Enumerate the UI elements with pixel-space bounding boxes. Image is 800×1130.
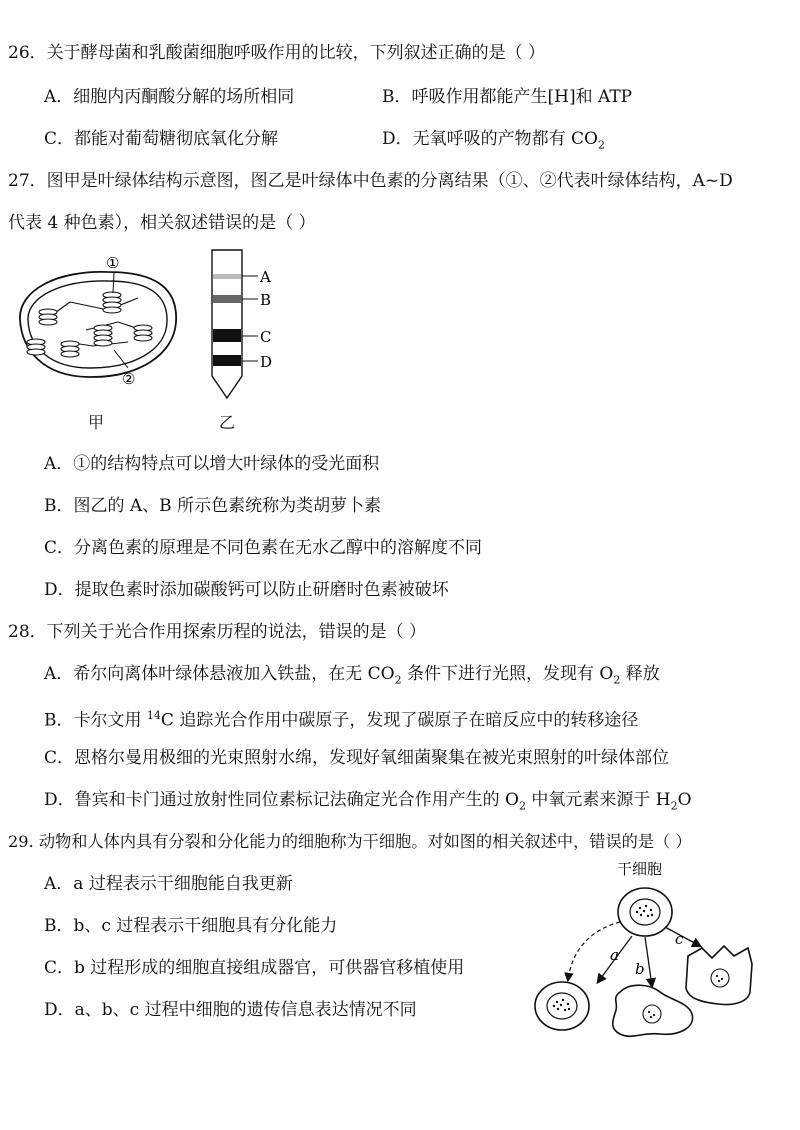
stem-cell-title: 干细胞 [617, 860, 663, 878]
figure-yi-caption: 乙 [219, 413, 236, 432]
q28-option-a-text2: 条件下进行光照，发现有 O [401, 664, 614, 684]
q28-option-b-sup: 14 [146, 709, 161, 722]
q28-option-d-text2: 中氧元素来源于 H [525, 790, 671, 810]
q29-option-d: D．a、b、c 过程中细胞的遗传信息表达情况不同 [44, 1000, 417, 1020]
q27-option-d: D．提取色素时添加碳酸钙可以防止研磨时色素被破坏 [44, 580, 449, 600]
q28-option-b-text1: B．卡尔文用 [44, 710, 147, 731]
q28-option-b [44, 705, 638, 732]
figure-jia-caption: 甲 [88, 413, 105, 432]
q28-option-a-text1: A．希尔向离体叶绿体悬液加入铁盐，在无 CO [44, 664, 395, 684]
q28-option-a-sub2: 2 [613, 673, 621, 687]
q28-stem: 28．下列关于光合作用探索历程的说法，错误的是（ ） [8, 622, 427, 642]
process-label-a: a [610, 946, 619, 964]
q28-option-c: C．恩格尔曼用极细的光束照射水绵，发现好氧细菌聚集在被光束照射的叶绿体部位 [44, 748, 670, 768]
stem-cell-figure [520, 852, 780, 1052]
q29-option-c: C．b 过程形成的细胞直接组成器官，可供器官移植使用 [44, 958, 465, 978]
chromatography-figure [200, 248, 290, 408]
q28-option-d-text3: O [677, 790, 692, 810]
q28-option-d-sub1: 2 [518, 799, 526, 813]
band-d [213, 355, 241, 366]
chloroplast-figure [8, 250, 183, 390]
band-a [213, 274, 241, 279]
q26-option-d-sub: 2 [597, 138, 605, 152]
q29-option-b: B．b、c 过程表示干细胞具有分化能力 [44, 916, 338, 936]
band-label-d: D [260, 353, 273, 371]
q26-option-d [382, 128, 605, 156]
q27-stem-line1: 27．图甲是叶绿体结构示意图，图乙是叶绿体中色素的分离结果（①、②代表叶绿体结构，A~D [8, 171, 733, 191]
q26-option-b: B．呼吸作用都能产生[H]和 ATP [382, 87, 633, 107]
band-label-a: A [260, 268, 271, 286]
q28-option-d-text1: D．鲁宾和卡门通过放射性同位素标记法确定光合作用产生的 O [44, 790, 519, 810]
chloroplast-mark-1: ① [106, 254, 120, 272]
q26-option-d-text: D．无氧呼吸的产物都有 CO [382, 129, 598, 149]
band-label-c: C [260, 328, 272, 346]
q28-option-a-sub1: 2 [394, 673, 402, 687]
chloroplast-mark-2: ② [122, 370, 136, 388]
q28-option-a [44, 663, 660, 691]
band-c [213, 329, 241, 342]
band-label-b: B [260, 291, 272, 309]
q27-option-a: A．①的结构特点可以增大叶绿体的受光面积 [44, 454, 380, 474]
q27-stem-line2: 代表 4 种色素），相关叙述错误的是（ ） [8, 213, 316, 233]
q28-option-d [44, 789, 692, 817]
q28-option-b-text2: C 追踪光合作用中碳原子，发现了碳原子在暗反应中的转移途径 [160, 710, 639, 731]
process-label-b: b [635, 960, 645, 978]
q27-option-b: B．图乙的 A、B 所示色素统称为类胡萝卜素 [44, 496, 382, 516]
process-label-c: c [675, 930, 684, 948]
band-b [213, 295, 241, 303]
q26-stem: 26．关于酵母菌和乳酸菌细胞呼吸作用的比较，下列叙述正确的是（ ） [8, 43, 546, 63]
q28-option-d-sub2: 2 [670, 799, 678, 813]
q29-option-a: A．a 过程表示干细胞能自我更新 [44, 874, 293, 894]
q27-option-c: C．分离色素的原理是不同色素在无水乙醇中的溶解度不同 [44, 538, 483, 558]
q26-option-c: C．都能对葡萄糖彻底氧化分解 [44, 129, 279, 149]
q29-stem: 29. 动物和人体内具有分裂和分化能力的细胞称为干细胞。对如图的相关叙述中，错误的是（ ） [8, 832, 692, 851]
q28-option-a-text3: 释放 [620, 664, 660, 684]
q26-option-a: A．细胞内丙酮酸分解的场所相同 [44, 87, 295, 107]
